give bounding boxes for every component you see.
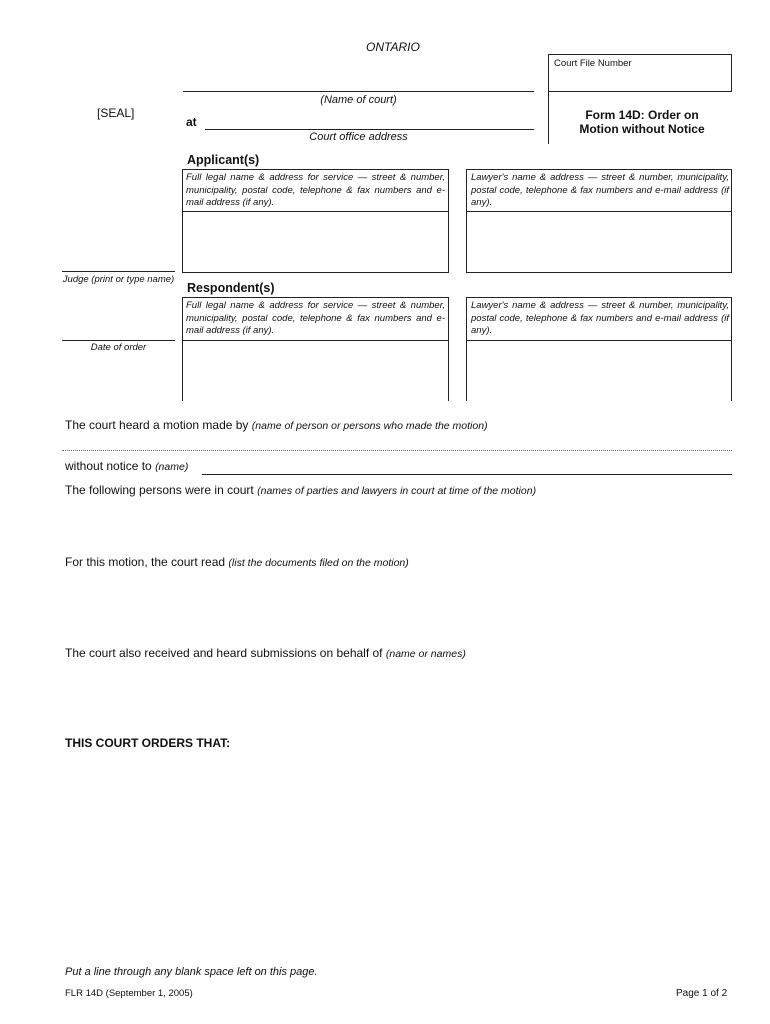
respondent-lawyer-hint: Lawyer's name & address — street & number, municipality, postal code, telephone & fax numbers and e-mail address (if any). xyxy=(471,300,729,336)
submissions-text: The court also received and heard submissions on behalf of xyxy=(65,646,383,660)
form-title-line2: Motion without Notice xyxy=(579,122,705,136)
applicant-lawyer-divider xyxy=(467,211,731,212)
motion-heard-text: The court heard a motion made by xyxy=(65,418,249,432)
applicant-party-box[interactable] xyxy=(182,169,449,273)
respondent-party-box[interactable] xyxy=(182,297,449,401)
motion-heard-line xyxy=(65,418,488,432)
applicant-lawyer-hint: Lawyer's name & address — street & number, municipality, postal code, telephone & fax numbers and e-mail address (if any). xyxy=(471,172,729,208)
form-id: FLR 14D (September 1, 2005) xyxy=(65,988,193,999)
at-label: at xyxy=(186,115,197,129)
applicant-party-hint: Full legal name & address for service — street & number, municipality, postal code, telephone & fax numbers and e-mail address (if any). xyxy=(186,172,445,208)
documents-read-line xyxy=(65,555,409,569)
without-notice-field[interactable] xyxy=(202,474,732,475)
without-notice-text: without notice to xyxy=(65,459,152,473)
court-office-address-line[interactable] xyxy=(205,129,534,130)
respondent-party-hint: Full legal name & address for service — street & number, municipality, postal code, telephone & fax numbers and e-mail address (if any). xyxy=(186,300,445,336)
province-heading: ONTARIO xyxy=(366,40,420,54)
respondents-heading: Respondent(s) xyxy=(187,281,275,295)
header-divider xyxy=(548,92,549,144)
without-notice-hint: (name) xyxy=(155,461,189,473)
submissions-line xyxy=(65,646,466,660)
persons-in-court-text: The following persons were in court xyxy=(65,483,254,497)
page-number: Page 1 of 2 xyxy=(676,988,728,999)
judge-line[interactable] xyxy=(62,271,175,272)
applicants-heading: Applicant(s) xyxy=(187,153,260,167)
without-notice-line xyxy=(65,459,188,473)
form-title xyxy=(552,108,732,136)
documents-read-text: For this motion, the court read xyxy=(65,555,226,569)
respondent-lawyer-box[interactable] xyxy=(466,297,732,401)
name-of-court-line[interactable] xyxy=(183,91,534,92)
submissions-hint: (name or names) xyxy=(385,648,466,660)
court-file-number-label: Court File Number xyxy=(554,58,632,69)
seal-label: [SEAL] xyxy=(97,106,135,120)
judge-label: Judge (print or type name) xyxy=(62,274,175,285)
date-of-order-line[interactable] xyxy=(62,340,175,341)
blank-space-note: Put a line through any blank space left on this page. xyxy=(65,966,318,978)
court-file-number-box[interactable] xyxy=(548,54,732,92)
applicant-party-divider xyxy=(183,211,448,212)
orders-heading: THIS COURT ORDERS THAT: xyxy=(65,736,231,750)
persons-in-court-hint: (names of parties and lawyers in court at time of the motion) xyxy=(257,485,537,497)
respondent-lawyer-divider xyxy=(467,340,731,341)
persons-in-court-line xyxy=(65,483,536,497)
respondent-party-divider xyxy=(183,340,448,341)
applicant-lawyer-box[interactable] xyxy=(466,169,732,273)
motion-heard-hint: (name of person or persons who made the motion) xyxy=(251,420,488,432)
date-of-order-label: Date of order xyxy=(90,342,147,353)
form-title-line1: Form 14D: Order on xyxy=(585,108,699,122)
motion-maker-line[interactable] xyxy=(62,450,732,451)
court-office-address-label: Court office address xyxy=(309,131,408,143)
documents-read-hint: (list the documents filed on the motion) xyxy=(228,557,409,569)
name-of-court-label: (Name of court) xyxy=(320,94,397,106)
